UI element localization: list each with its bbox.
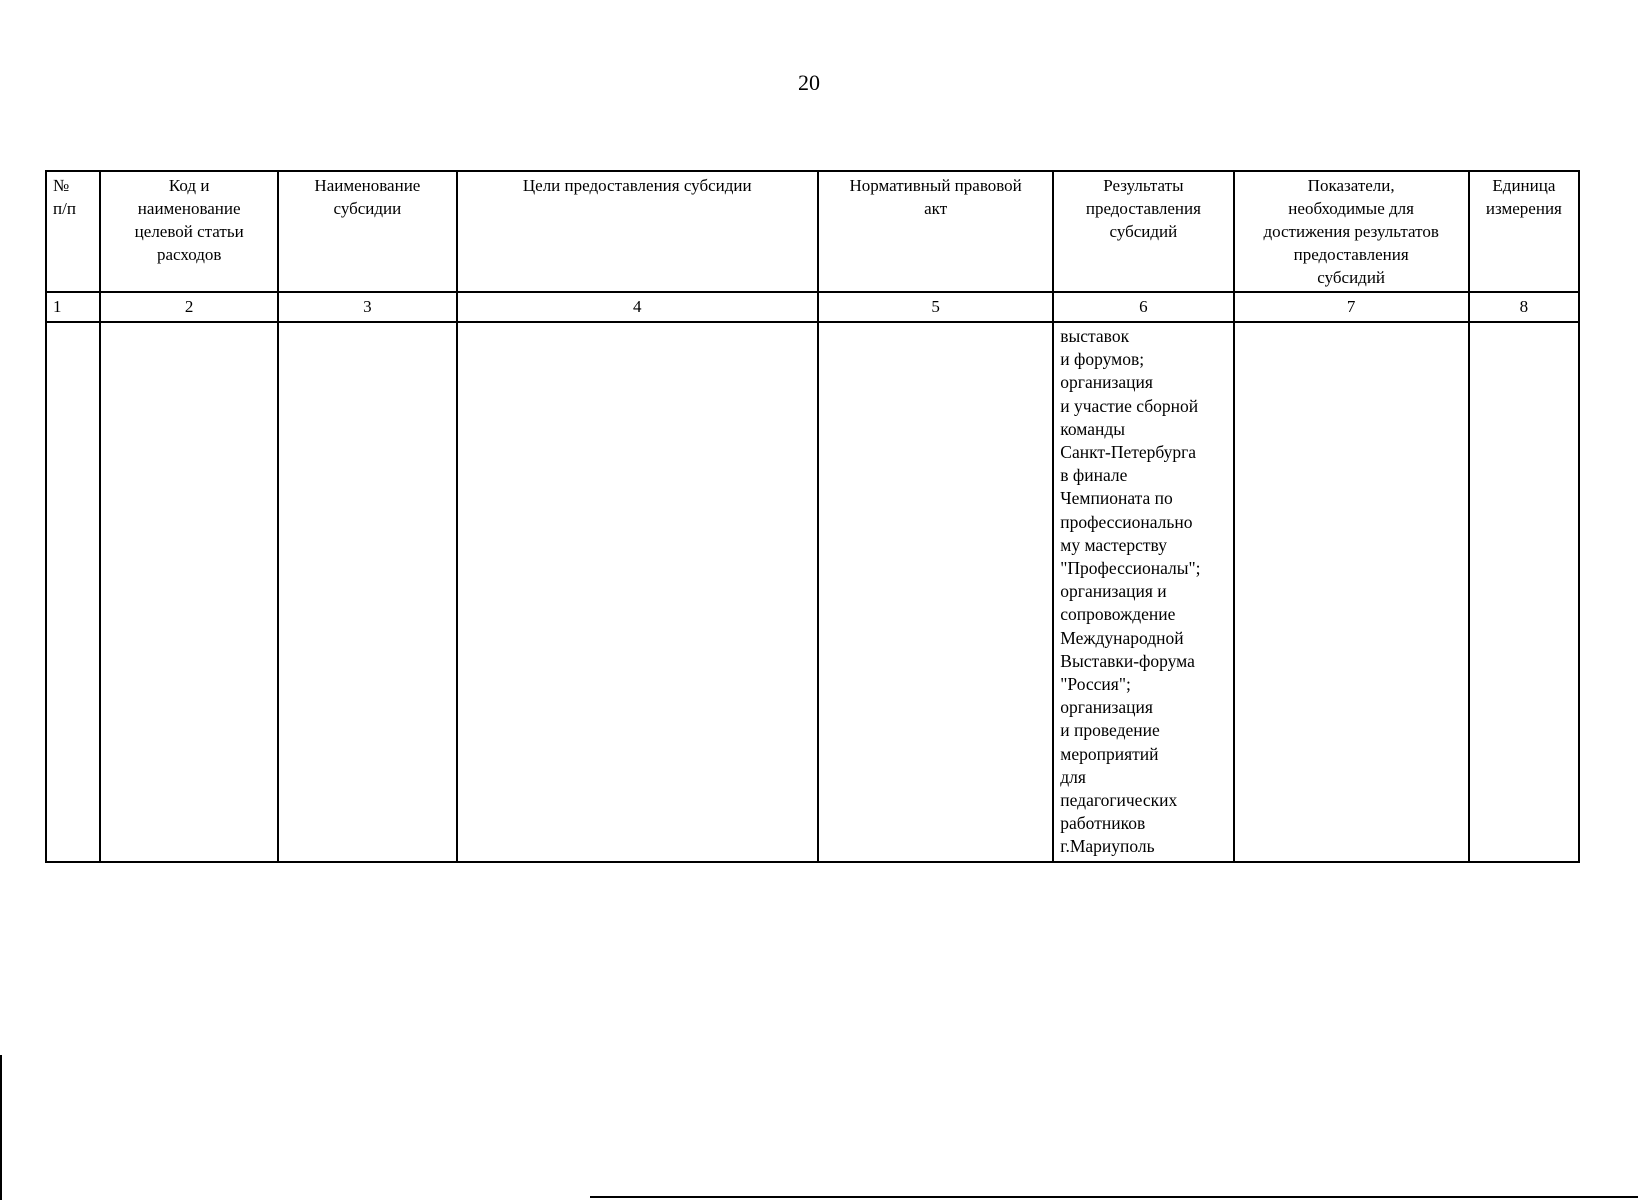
results-line: му мастерству: [1060, 534, 1167, 555]
results-line: организация: [1060, 372, 1153, 393]
column-number-6: 6: [1053, 292, 1233, 322]
header-label-legal-act: Нормативный правовой акт: [849, 176, 1022, 218]
cell-code: [100, 322, 278, 862]
results-line: Чемпионата по: [1060, 488, 1173, 509]
header-cell-subsidy-name: [278, 171, 456, 292]
results-line: профессионально: [1060, 511, 1193, 532]
table-row: [46, 322, 1579, 862]
results-line: работников: [1060, 813, 1146, 834]
results-line: и участие сборной: [1060, 395, 1199, 416]
header-cell-unit: [1469, 171, 1579, 292]
header-label-unit: Единица измерения: [1485, 176, 1562, 218]
cell-indicators: [1234, 322, 1469, 862]
cell-goals: [457, 322, 818, 862]
results-line: и форумов;: [1060, 349, 1145, 370]
results-text: [1060, 325, 1226, 859]
column-number-7: 7: [1234, 292, 1469, 322]
results-line: Выставки-форума: [1060, 650, 1195, 671]
results-line: и проведение: [1060, 720, 1160, 741]
cell-legal-act: [818, 322, 1053, 862]
header-cell-results: [1053, 171, 1233, 292]
results-line: организация: [1060, 697, 1153, 718]
results-line: Международной: [1060, 627, 1184, 648]
results-line: "Профессионалы";: [1060, 558, 1201, 579]
results-line: в финале: [1060, 465, 1128, 486]
header-cell-number: [46, 171, 100, 292]
header-label-goals: Цели предоставления субсидии: [522, 176, 752, 195]
results-line: сопровождение: [1060, 604, 1176, 625]
header-label-indicators: Показатели, необходимые для достижения результатов предоставления субсидий: [1263, 176, 1439, 287]
cell-results: [1053, 322, 1233, 862]
results-line: педагогических: [1060, 790, 1178, 811]
results-line: "Россия";: [1060, 674, 1131, 695]
header-label-code: Код и наименование целевой статьи расходов: [134, 176, 244, 264]
results-line: команды: [1060, 418, 1126, 439]
results-line: выставок: [1060, 326, 1130, 346]
results-line: мероприятий: [1060, 743, 1159, 764]
header-cell-legal-act: [818, 171, 1053, 292]
header-cell-code: [100, 171, 278, 292]
header-label-subsidy-name: Наименование субсидии: [314, 176, 421, 218]
column-number-row: [46, 292, 1579, 322]
column-number-1: 1: [46, 292, 100, 322]
results-line: для: [1060, 766, 1086, 787]
header-label-results: Результаты предоставления субсидий: [1085, 176, 1201, 241]
cell-number: [46, 322, 100, 862]
column-number-4: 4: [457, 292, 818, 322]
column-number-3: 3: [278, 292, 456, 322]
cell-subsidy-name: [278, 322, 456, 862]
column-number-5: 5: [818, 292, 1053, 322]
scan-edge-line: [590, 1196, 1638, 1198]
header-label-number: № п/п: [53, 176, 76, 218]
header-cell-goals: [457, 171, 818, 292]
column-number-8: 8: [1469, 292, 1579, 322]
subsidy-table: [45, 170, 1580, 863]
header-cell-indicators: [1234, 171, 1469, 292]
cell-unit: [1469, 322, 1579, 862]
page-number: 20: [798, 70, 820, 95]
header-row: [46, 171, 1579, 292]
results-line: Санкт-Петербурга: [1060, 442, 1197, 463]
column-number-2: 2: [100, 292, 278, 322]
results-line: организация и: [1060, 581, 1167, 602]
results-line: г.Мариуполь: [1060, 836, 1155, 857]
scan-edge-line: [0, 1055, 2, 1200]
